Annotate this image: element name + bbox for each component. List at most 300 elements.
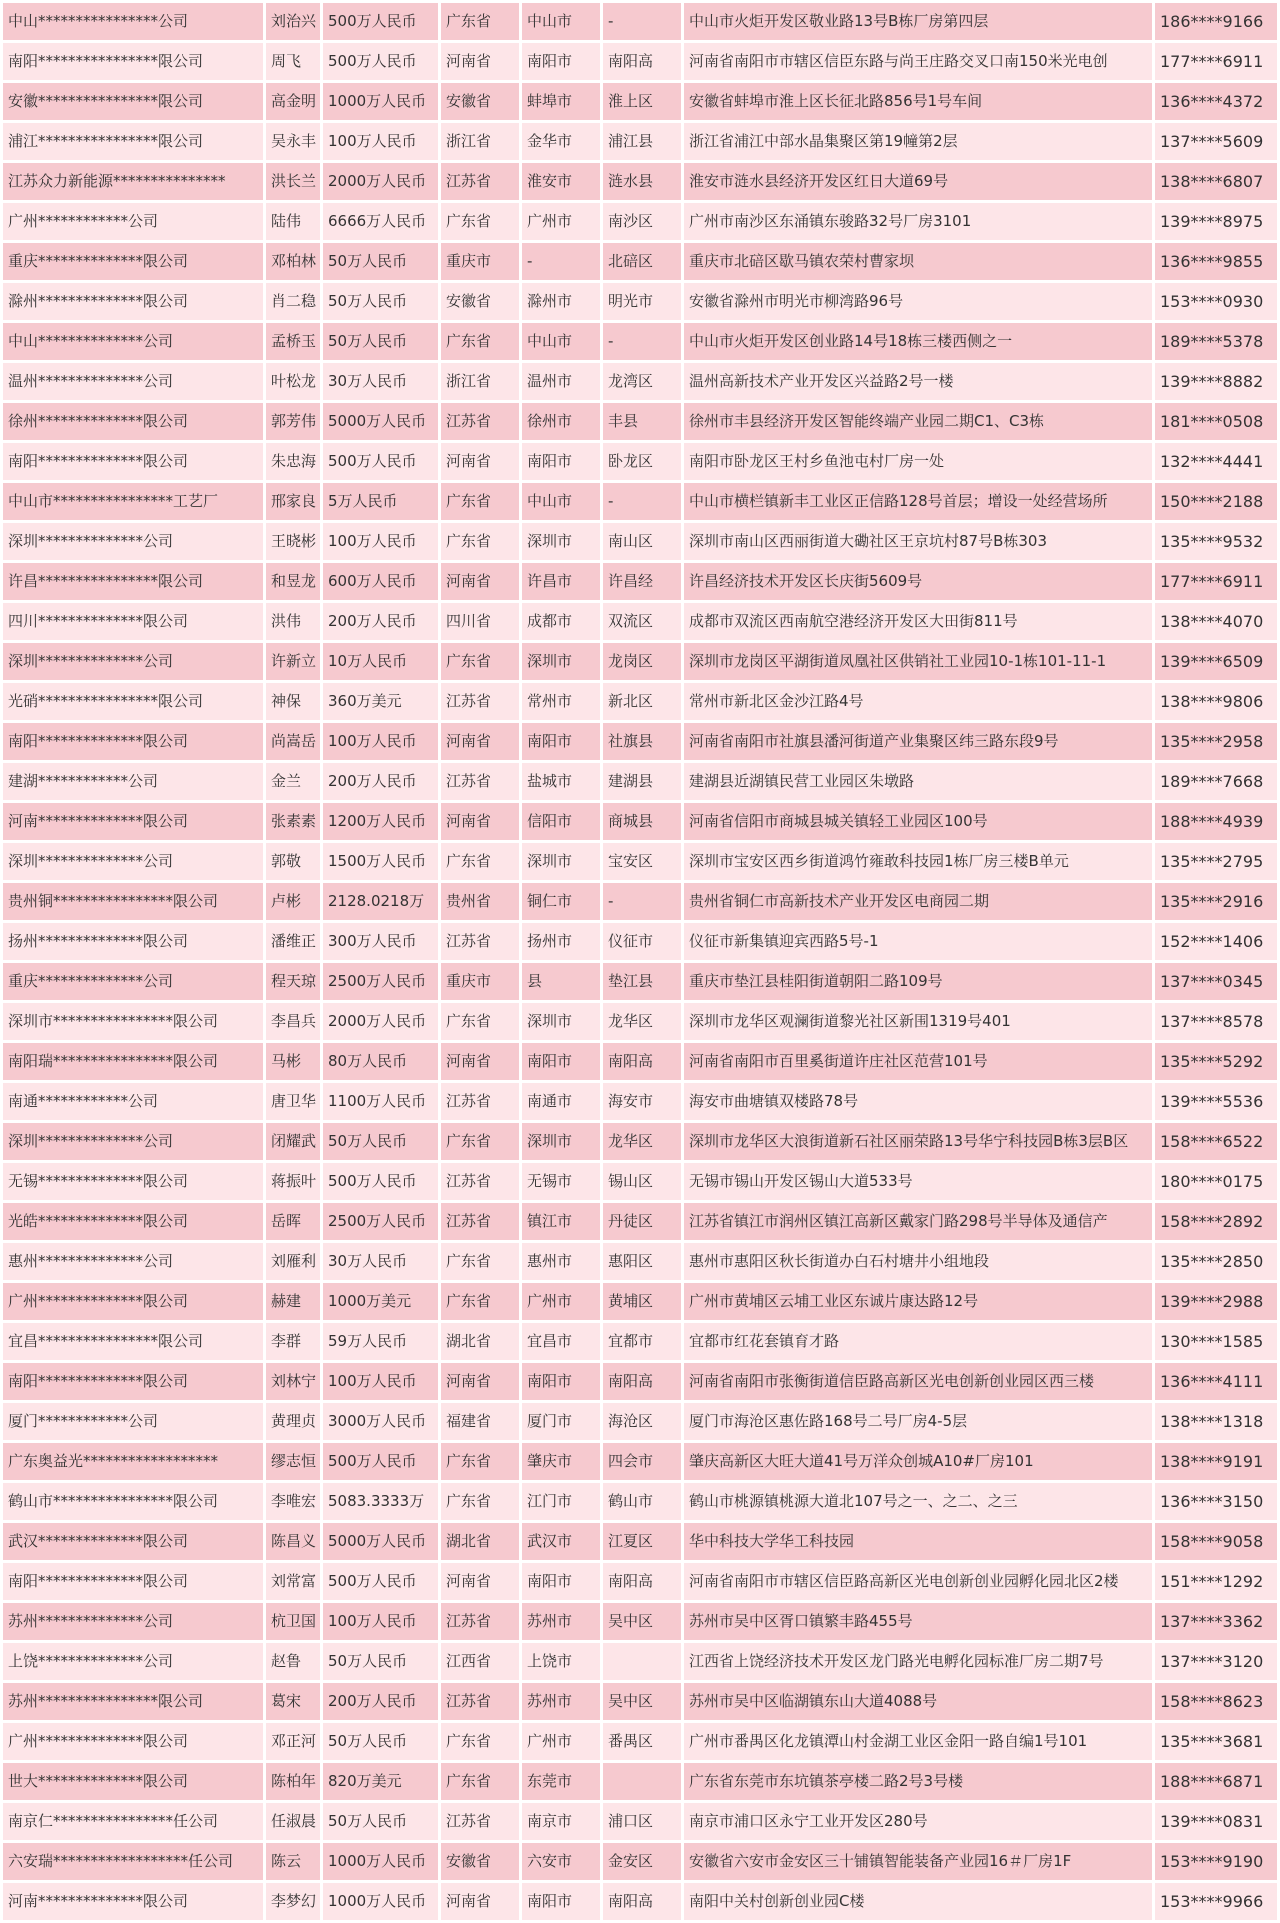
company-name-cell: 南阳**************限公司 <box>3 1363 263 1400</box>
district-cell: 新北区 <box>603 683 681 720</box>
legal-rep-cell: 陈云 <box>266 1843 320 1880</box>
phone-cell: 181****0508 <box>1155 403 1277 440</box>
capital-cell: 50万人民币 <box>323 243 438 280</box>
address-cell: 淮安市涟水县经济开发区红日大道69号 <box>684 163 1152 200</box>
province-cell: 广东省 <box>441 1243 519 1280</box>
legal-rep-cell: 尚嵩岳 <box>266 723 320 760</box>
province-cell: 河南省 <box>441 1043 519 1080</box>
phone-cell: 153****0930 <box>1155 283 1277 320</box>
capital-cell: 3000万人民币 <box>323 1403 438 1440</box>
company-name-cell: 徐州**************限公司 <box>3 403 263 440</box>
capital-cell: 360万美元 <box>323 683 438 720</box>
city-cell: 中山市 <box>522 3 600 40</box>
province-cell: 湖北省 <box>441 1323 519 1360</box>
city-cell: 中山市 <box>522 323 600 360</box>
legal-rep-cell: 许新立 <box>266 643 320 680</box>
city-cell: 上饶市 <box>522 1643 600 1680</box>
district-cell: 鹤山市 <box>603 1483 681 1520</box>
district-cell: 许昌经 <box>603 563 681 600</box>
table-row <box>3 643 1277 680</box>
table-row <box>3 83 1277 120</box>
table-row <box>3 1363 1277 1400</box>
company-name-cell: 宜昌****************限公司 <box>3 1323 263 1360</box>
province-cell: 江苏省 <box>441 403 519 440</box>
province-cell: 河南省 <box>441 1563 519 1600</box>
city-cell: 淮安市 <box>522 163 600 200</box>
city-cell: 南京市 <box>522 1803 600 1840</box>
address-cell: 海安市曲塘镇双楼路78号 <box>684 1083 1152 1120</box>
district-cell: 南阳高 <box>603 1043 681 1080</box>
address-cell: 河南省南阳市市辖区信臣路高新区光电创新创业园孵化园北区2楼 <box>684 1563 1152 1600</box>
capital-cell: 1500万人民币 <box>323 843 438 880</box>
capital-cell: 1000万美元 <box>323 1283 438 1320</box>
legal-rep-cell: 高金明 <box>266 83 320 120</box>
table-row <box>3 1883 1277 1920</box>
legal-rep-cell: 刘林宁 <box>266 1363 320 1400</box>
address-cell: 广州市番禺区化龙镇潭山村金湖工业区金阳一路自编1号101 <box>684 1723 1152 1760</box>
city-cell: 南阳市 <box>522 443 600 480</box>
address-cell: 南阳市卧龙区王村乡鱼池屯村厂房一处 <box>684 443 1152 480</box>
city-cell: 武汉市 <box>522 1523 600 1560</box>
city-cell: 盐城市 <box>522 763 600 800</box>
province-cell: 重庆市 <box>441 963 519 1000</box>
address-cell: 浙江省浦江中部水晶集聚区第19幢第2层 <box>684 123 1152 160</box>
city-cell: 信阳市 <box>522 803 600 840</box>
legal-rep-cell: 刘常富 <box>266 1563 320 1600</box>
province-cell: 广东省 <box>441 1763 519 1800</box>
table-row <box>3 1283 1277 1320</box>
phone-cell: 138****6807 <box>1155 163 1277 200</box>
capital-cell: 1000万人民币 <box>323 83 438 120</box>
address-cell: 深圳市龙华区大浪街道新石社区丽荣路13号华宁科技园B栋3层B区 <box>684 1123 1152 1160</box>
address-cell: 温州高新技术产业开发区兴益路2号一楼 <box>684 363 1152 400</box>
district-cell: 社旗县 <box>603 723 681 760</box>
address-cell: 南京市浦口区永宁工业开发区280号 <box>684 1803 1152 1840</box>
table-row <box>3 363 1277 400</box>
district-cell: - <box>603 883 681 920</box>
address-cell: 河南省南阳市张衡街道信臣路高新区光电创新创业园区西三楼 <box>684 1363 1152 1400</box>
company-name-cell: 惠州**************公司 <box>3 1243 263 1280</box>
company-name-cell: 六安瑞******************任公司 <box>3 1843 263 1880</box>
city-cell: 深圳市 <box>522 1003 600 1040</box>
capital-cell: 30万人民币 <box>323 363 438 400</box>
legal-rep-cell: 郭芳伟 <box>266 403 320 440</box>
capital-cell: 2000万人民币 <box>323 163 438 200</box>
legal-rep-cell: 朱忠海 <box>266 443 320 480</box>
capital-cell: 200万人民币 <box>323 603 438 640</box>
table-row <box>3 283 1277 320</box>
company-name-cell: 中山市****************工艺厂 <box>3 483 263 520</box>
province-cell: 江西省 <box>441 1643 519 1680</box>
province-cell: 广东省 <box>441 1723 519 1760</box>
capital-cell: 500万人民币 <box>323 443 438 480</box>
legal-rep-cell: 叶松龙 <box>266 363 320 400</box>
capital-cell: 100万人民币 <box>323 1363 438 1400</box>
table-row <box>3 1323 1277 1360</box>
company-name-cell: 光皓**************限公司 <box>3 1203 263 1240</box>
phone-cell: 139****5536 <box>1155 1083 1277 1120</box>
phone-cell: 137****0345 <box>1155 963 1277 1000</box>
capital-cell: 100万人民币 <box>323 523 438 560</box>
address-cell: 广州市南沙区东涌镇东骏路32号厂房3101 <box>684 203 1152 240</box>
address-cell: 河南省南阳市百里奚街道许庄社区范营101号 <box>684 1043 1152 1080</box>
address-cell: 惠州市惠阳区秋长街道办白石村塘井小组地段 <box>684 1243 1152 1280</box>
city-cell: 镇江市 <box>522 1203 600 1240</box>
city-cell: 六安市 <box>522 1843 600 1880</box>
table-row <box>3 843 1277 880</box>
district-cell: 丹徒区 <box>603 1203 681 1240</box>
capital-cell: 2500万人民币 <box>323 963 438 1000</box>
address-cell: 江苏省镇江市润州区镇江高新区戴家门路298号半导体及通信产 <box>684 1203 1152 1240</box>
capital-cell: 100万人民币 <box>323 123 438 160</box>
province-cell: 广东省 <box>441 843 519 880</box>
company-name-cell: 温州**************公司 <box>3 363 263 400</box>
legal-rep-cell: 唐卫华 <box>266 1083 320 1120</box>
district-cell: - <box>603 483 681 520</box>
company-name-cell: 安徽****************限公司 <box>3 83 263 120</box>
district-cell: 龙华区 <box>603 1123 681 1160</box>
capital-cell: 5万人民币 <box>323 483 438 520</box>
capital-cell: 59万人民币 <box>323 1323 438 1360</box>
city-cell: 苏州市 <box>522 1603 600 1640</box>
city-cell: 广州市 <box>522 203 600 240</box>
company-name-cell: 扬州**************限公司 <box>3 923 263 960</box>
province-cell: 重庆市 <box>441 243 519 280</box>
company-name-cell: 河南**************限公司 <box>3 803 263 840</box>
capital-cell: 1200万人民币 <box>323 803 438 840</box>
address-cell: 深圳市龙岗区平湖街道凤凰社区供销社工业园10-1栋101-11-1 <box>684 643 1152 680</box>
table-row <box>3 683 1277 720</box>
province-cell: 河南省 <box>441 1363 519 1400</box>
district-cell: 龙华区 <box>603 1003 681 1040</box>
company-name-cell: 南阳瑞****************限公司 <box>3 1043 263 1080</box>
city-cell: 中山市 <box>522 483 600 520</box>
phone-cell: 130****1585 <box>1155 1323 1277 1360</box>
address-cell: 中山市火炬开发区敬业路13号B栋厂房第四层 <box>684 3 1152 40</box>
table-row <box>3 1043 1277 1080</box>
table-row <box>3 923 1277 960</box>
district-cell: 浦口区 <box>603 1803 681 1840</box>
address-cell: 广州市黄埔区云埔工业区东诚片康达路12号 <box>684 1283 1152 1320</box>
city-cell: 南阳市 <box>522 723 600 760</box>
legal-rep-cell: 缪志恒 <box>266 1443 320 1480</box>
city-cell: 广州市 <box>522 1283 600 1320</box>
capital-cell: 1100万人民币 <box>323 1083 438 1120</box>
legal-rep-cell: 葛宋 <box>266 1683 320 1720</box>
table-row <box>3 1203 1277 1240</box>
address-cell: 广东省东莞市东坑镇茶亭楼二路2号3号楼 <box>684 1763 1152 1800</box>
address-cell: 宜都市红花套镇育才路 <box>684 1323 1152 1360</box>
legal-rep-cell: 孟桥玉 <box>266 323 320 360</box>
address-cell: 仪征市新集镇迎宾西路5号-1 <box>684 923 1152 960</box>
district-cell: - <box>603 3 681 40</box>
legal-rep-cell: 刘雁利 <box>266 1243 320 1280</box>
company-name-cell: 鹤山市****************限公司 <box>3 1483 263 1520</box>
district-cell <box>603 1763 681 1800</box>
phone-cell: 138****4070 <box>1155 603 1277 640</box>
table-row <box>3 1723 1277 1760</box>
legal-rep-cell: 和昱龙 <box>266 563 320 600</box>
legal-rep-cell: 杭卫国 <box>266 1603 320 1640</box>
capital-cell: 50万人民币 <box>323 1643 438 1680</box>
address-cell: 江西省上饶经济技术开发区龙门路光电孵化园标准厂房二期7号 <box>684 1643 1152 1680</box>
company-name-cell: 江苏众力新能源*************** <box>3 163 263 200</box>
company-name-cell: 中山****************公司 <box>3 3 263 40</box>
table-row <box>3 803 1277 840</box>
table-row <box>3 1643 1277 1680</box>
province-cell: 广东省 <box>441 3 519 40</box>
city-cell: 南阳市 <box>522 1883 600 1920</box>
district-cell: 卧龙区 <box>603 443 681 480</box>
address-cell: 肇庆高新区大旺大道41号万洋众创城A10#厂房101 <box>684 1443 1152 1480</box>
address-cell: 华中科技大学华工科技园 <box>684 1523 1152 1560</box>
legal-rep-cell: 张素素 <box>266 803 320 840</box>
phone-cell: 135****2958 <box>1155 723 1277 760</box>
phone-cell: 189****7668 <box>1155 763 1277 800</box>
company-name-cell: 重庆**************公司 <box>3 963 263 1000</box>
city-cell: 蚌埠市 <box>522 83 600 120</box>
city-cell: 宜昌市 <box>522 1323 600 1360</box>
table-row <box>3 1163 1277 1200</box>
capital-cell: 1000万人民币 <box>323 1883 438 1920</box>
table-row <box>3 1683 1277 1720</box>
table-row <box>3 1803 1277 1840</box>
address-cell: 中山市火炬开发区创业路14号18栋三楼西侧之一 <box>684 323 1152 360</box>
province-cell: 江苏省 <box>441 163 519 200</box>
province-cell: 河南省 <box>441 1883 519 1920</box>
legal-rep-cell: 闭耀武 <box>266 1123 320 1160</box>
company-name-cell: 贵州铜****************限公司 <box>3 883 263 920</box>
company-name-cell: 中山**************公司 <box>3 323 263 360</box>
capital-cell: 500万人民币 <box>323 1443 438 1480</box>
district-cell: 龙岗区 <box>603 643 681 680</box>
phone-cell: 132****4441 <box>1155 443 1277 480</box>
company-name-cell: 南阳**************限公司 <box>3 1563 263 1600</box>
legal-rep-cell: 肖二稳 <box>266 283 320 320</box>
table-row <box>3 443 1277 480</box>
province-cell: 河南省 <box>441 43 519 80</box>
table-row <box>3 1083 1277 1120</box>
address-cell: 贵州省铜仁市高新技术产业开发区电商园二期 <box>684 883 1152 920</box>
phone-cell: 135****2795 <box>1155 843 1277 880</box>
province-cell: 河南省 <box>441 803 519 840</box>
phone-cell: 136****3150 <box>1155 1483 1277 1520</box>
city-cell: 无锡市 <box>522 1163 600 1200</box>
district-cell: 吴中区 <box>603 1603 681 1640</box>
district-cell: 北碚区 <box>603 243 681 280</box>
capital-cell: 300万人民币 <box>323 923 438 960</box>
company-name-cell: 深圳**************公司 <box>3 643 263 680</box>
table-row <box>3 1843 1277 1880</box>
province-cell: 广东省 <box>441 1123 519 1160</box>
district-cell: 南阳高 <box>603 1363 681 1400</box>
phone-cell: 158****6522 <box>1155 1123 1277 1160</box>
district-cell: 海安市 <box>603 1083 681 1120</box>
city-cell: 深圳市 <box>522 523 600 560</box>
table-row <box>3 123 1277 160</box>
city-cell: 金华市 <box>522 123 600 160</box>
city-cell: 江门市 <box>522 1483 600 1520</box>
city-cell: 广州市 <box>522 1723 600 1760</box>
legal-rep-cell: 李唯宏 <box>266 1483 320 1520</box>
phone-cell: 152****1406 <box>1155 923 1277 960</box>
address-cell: 建湖县近湖镇民营工业园区朱墩路 <box>684 763 1152 800</box>
province-cell: 江苏省 <box>441 683 519 720</box>
company-name-cell: 苏州**************公司 <box>3 1603 263 1640</box>
capital-cell: 6666万人民币 <box>323 203 438 240</box>
capital-cell: 100万人民币 <box>323 1603 438 1640</box>
phone-cell: 150****2188 <box>1155 483 1277 520</box>
province-cell: 安徽省 <box>441 283 519 320</box>
company-name-cell: 深圳**************公司 <box>3 1123 263 1160</box>
province-cell: 江苏省 <box>441 1083 519 1120</box>
company-name-cell: 广州************公司 <box>3 203 263 240</box>
phone-cell: 139****6509 <box>1155 643 1277 680</box>
phone-cell: 139****0831 <box>1155 1803 1277 1840</box>
company-name-cell: 深圳**************公司 <box>3 843 263 880</box>
legal-rep-cell: 赵鲁 <box>266 1643 320 1680</box>
address-cell: 深圳市南山区西丽街道大磡社区王京坑村87号B栋303 <box>684 523 1152 560</box>
company-name-cell: 厦门************公司 <box>3 1403 263 1440</box>
city-cell: 南通市 <box>522 1083 600 1120</box>
table-row <box>3 1483 1277 1520</box>
district-cell: - <box>603 323 681 360</box>
city-cell: 南阳市 <box>522 1363 600 1400</box>
city-cell: 肇庆市 <box>522 1443 600 1480</box>
district-cell: 金安区 <box>603 1843 681 1880</box>
capital-cell: 80万人民币 <box>323 1043 438 1080</box>
phone-cell: 138****1318 <box>1155 1403 1277 1440</box>
city-cell: 滁州市 <box>522 283 600 320</box>
legal-rep-cell: 卢彬 <box>266 883 320 920</box>
legal-rep-cell: 吴永丰 <box>266 123 320 160</box>
city-cell: 徐州市 <box>522 403 600 440</box>
company-name-cell: 深圳**************公司 <box>3 523 263 560</box>
district-cell: 锡山区 <box>603 1163 681 1200</box>
capital-cell: 500万人民币 <box>323 3 438 40</box>
province-cell: 江苏省 <box>441 923 519 960</box>
city-cell: 扬州市 <box>522 923 600 960</box>
address-cell: 鹤山市桃源镇桃源大道北107号之一、之二、之三 <box>684 1483 1152 1520</box>
district-cell: 黄埔区 <box>603 1283 681 1320</box>
phone-cell: 137****5609 <box>1155 123 1277 160</box>
table-row <box>3 1003 1277 1040</box>
province-cell: 广东省 <box>441 483 519 520</box>
city-cell: 深圳市 <box>522 1123 600 1160</box>
legal-rep-cell: 郭敬 <box>266 843 320 880</box>
legal-rep-cell: 邓正河 <box>266 1723 320 1760</box>
province-cell: 安徽省 <box>441 1843 519 1880</box>
district-cell: 南沙区 <box>603 203 681 240</box>
legal-rep-cell: 周飞 <box>266 43 320 80</box>
capital-cell: 200万人民币 <box>323 763 438 800</box>
company-name-cell: 世大**************限公司 <box>3 1763 263 1800</box>
legal-rep-cell: 程天琼 <box>266 963 320 1000</box>
legal-rep-cell: 金兰 <box>266 763 320 800</box>
table-row <box>3 1563 1277 1600</box>
city-cell: 许昌市 <box>522 563 600 600</box>
province-cell: 广东省 <box>441 323 519 360</box>
address-cell: 南阳中关村创新创业园C楼 <box>684 1883 1152 1920</box>
city-cell: 温州市 <box>522 363 600 400</box>
capital-cell: 500万人民币 <box>323 1163 438 1200</box>
table-row <box>3 403 1277 440</box>
company-name-cell: 广东奥益光****************** <box>3 1443 263 1480</box>
district-cell: 江夏区 <box>603 1523 681 1560</box>
district-cell: 海沧区 <box>603 1403 681 1440</box>
legal-rep-cell: 邓柏林 <box>266 243 320 280</box>
district-cell: 涟水县 <box>603 163 681 200</box>
address-cell: 河南省信阳市商城县城关镇轻工业园区100号 <box>684 803 1152 840</box>
table-row <box>3 523 1277 560</box>
table-row <box>3 1603 1277 1640</box>
company-name-cell: 四川**************限公司 <box>3 603 263 640</box>
table-row <box>3 1523 1277 1560</box>
province-cell: 河南省 <box>441 563 519 600</box>
company-name-cell: 河南**************限公司 <box>3 1883 263 1920</box>
table-row <box>3 1243 1277 1280</box>
city-cell: 深圳市 <box>522 843 600 880</box>
province-cell: 浙江省 <box>441 363 519 400</box>
capital-cell: 50万人民币 <box>323 323 438 360</box>
province-cell: 广东省 <box>441 643 519 680</box>
phone-cell: 135****5292 <box>1155 1043 1277 1080</box>
company-name-cell: 深圳市****************限公司 <box>3 1003 263 1040</box>
province-cell: 广东省 <box>441 1483 519 1520</box>
district-cell: 南阳高 <box>603 43 681 80</box>
province-cell: 江苏省 <box>441 1163 519 1200</box>
address-cell: 徐州市丰县经济开发区智能终端产业园二期C1、C3栋 <box>684 403 1152 440</box>
address-cell: 安徽省滁州市明光市柳湾路96号 <box>684 283 1152 320</box>
table-row <box>3 723 1277 760</box>
table-row <box>3 883 1277 920</box>
legal-rep-cell: 刘治兴 <box>266 3 320 40</box>
district-cell: 南山区 <box>603 523 681 560</box>
district-cell: 明光市 <box>603 283 681 320</box>
table-row <box>3 243 1277 280</box>
capital-cell: 820万美元 <box>323 1763 438 1800</box>
phone-cell: 177****6911 <box>1155 563 1277 600</box>
city-cell: 铜仁市 <box>522 883 600 920</box>
capital-cell: 50万人民币 <box>323 1803 438 1840</box>
phone-cell: 180****0175 <box>1155 1163 1277 1200</box>
phone-cell: 158****2892 <box>1155 1203 1277 1240</box>
legal-rep-cell: 蒋振叶 <box>266 1163 320 1200</box>
phone-cell: 137****3362 <box>1155 1603 1277 1640</box>
table-row <box>3 1403 1277 1440</box>
phone-cell: 139****8882 <box>1155 363 1277 400</box>
province-cell: 河南省 <box>441 723 519 760</box>
legal-rep-cell: 邢家良 <box>266 483 320 520</box>
province-cell: 江苏省 <box>441 763 519 800</box>
legal-rep-cell: 黄理贞 <box>266 1403 320 1440</box>
city-cell: 东莞市 <box>522 1763 600 1800</box>
district-cell: 垫江县 <box>603 963 681 1000</box>
city-cell: - <box>522 243 600 280</box>
table-row <box>3 323 1277 360</box>
legal-rep-cell: 任淑晨 <box>266 1803 320 1840</box>
district-cell: 宝安区 <box>603 843 681 880</box>
district-cell: 惠阳区 <box>603 1243 681 1280</box>
company-name-cell: 广州**************限公司 <box>3 1283 263 1320</box>
phone-cell: 135****2916 <box>1155 883 1277 920</box>
company-name-cell: 武汉**************限公司 <box>3 1523 263 1560</box>
phone-cell: 137****8578 <box>1155 1003 1277 1040</box>
capital-cell: 30万人民币 <box>323 1243 438 1280</box>
province-cell: 浙江省 <box>441 123 519 160</box>
city-cell: 厦门市 <box>522 1403 600 1440</box>
province-cell: 江苏省 <box>441 1803 519 1840</box>
